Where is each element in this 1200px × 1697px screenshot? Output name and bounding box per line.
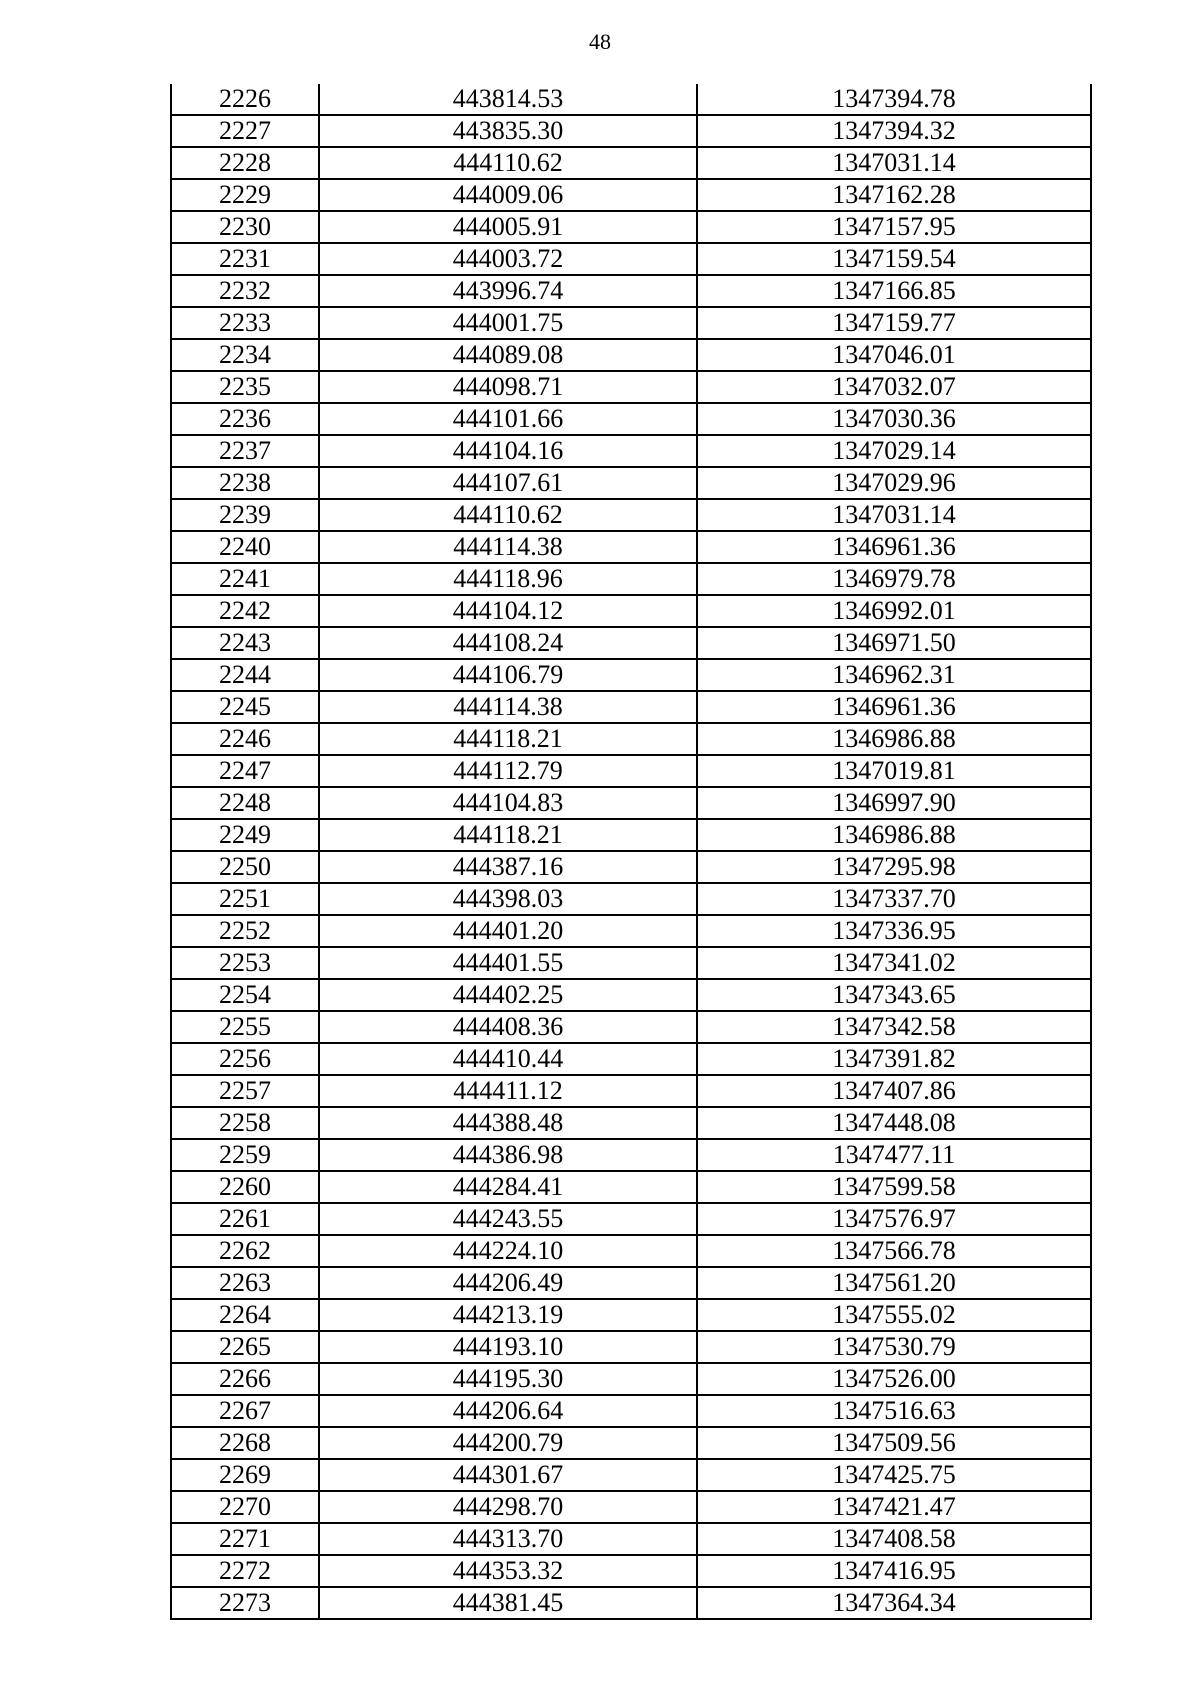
table-row [171, 1075, 1091, 1107]
table-row [171, 84, 1091, 115]
point-number-cell: 2245 [171, 691, 319, 723]
point-number-cell: 2250 [171, 851, 319, 883]
x-coordinate-cell: 444224.10 [319, 1235, 697, 1267]
x-coordinate-cell: 444118.21 [319, 819, 697, 851]
point-number-cell: 2240 [171, 531, 319, 563]
y-coordinate-cell: 1347029.96 [697, 467, 1091, 499]
point-number-cell: 2251 [171, 883, 319, 915]
y-coordinate-cell: 1347031.14 [697, 147, 1091, 179]
point-number-cell: 2246 [171, 723, 319, 755]
point-number-cell: 2230 [171, 211, 319, 243]
point-number-cell: 2262 [171, 1235, 319, 1267]
table-row [171, 723, 1091, 755]
point-number-cell: 2239 [171, 499, 319, 531]
table-row [171, 1171, 1091, 1203]
x-coordinate-cell: 444005.91 [319, 211, 697, 243]
y-coordinate-cell: 1346979.78 [697, 563, 1091, 595]
y-coordinate-cell: 1347509.56 [697, 1427, 1091, 1459]
x-coordinate-cell: 444098.71 [319, 371, 697, 403]
table-row [171, 1139, 1091, 1171]
x-coordinate-cell: 444301.67 [319, 1459, 697, 1491]
table-row [171, 787, 1091, 819]
table-row [171, 499, 1091, 531]
point-number-cell: 2270 [171, 1491, 319, 1523]
y-coordinate-cell: 1347162.28 [697, 179, 1091, 211]
y-coordinate-cell: 1347031.14 [697, 499, 1091, 531]
table-row [171, 211, 1091, 243]
table-row [171, 275, 1091, 307]
table-row [171, 531, 1091, 563]
y-coordinate-cell: 1346962.31 [697, 659, 1091, 691]
x-coordinate-cell: 444195.30 [319, 1363, 697, 1395]
point-number-cell: 2260 [171, 1171, 319, 1203]
table-row [171, 691, 1091, 723]
point-number-cell: 2226 [171, 84, 319, 115]
x-coordinate-cell: 444114.38 [319, 691, 697, 723]
x-coordinate-cell: 444410.44 [319, 1043, 697, 1075]
y-coordinate-cell: 1347530.79 [697, 1331, 1091, 1363]
x-coordinate-cell: 444206.49 [319, 1267, 697, 1299]
point-number-cell: 2249 [171, 819, 319, 851]
y-coordinate-cell: 1347394.78 [697, 84, 1091, 115]
x-coordinate-cell: 444104.12 [319, 595, 697, 627]
table-row [171, 1043, 1091, 1075]
y-coordinate-cell: 1347343.65 [697, 979, 1091, 1011]
x-coordinate-cell: 444401.20 [319, 915, 697, 947]
table-row [171, 1363, 1091, 1395]
x-coordinate-cell: 444206.64 [319, 1395, 697, 1427]
y-coordinate-cell: 1347555.02 [697, 1299, 1091, 1331]
y-coordinate-cell: 1347019.81 [697, 755, 1091, 787]
y-coordinate-cell: 1346997.90 [697, 787, 1091, 819]
x-coordinate-cell: 444381.45 [319, 1587, 697, 1619]
table-row [171, 979, 1091, 1011]
table-row [171, 947, 1091, 979]
x-coordinate-cell: 444108.24 [319, 627, 697, 659]
table-row [171, 1459, 1091, 1491]
table-row [171, 1491, 1091, 1523]
x-coordinate-cell: 444386.98 [319, 1139, 697, 1171]
point-number-cell: 2227 [171, 115, 319, 147]
y-coordinate-cell: 1347421.47 [697, 1491, 1091, 1523]
x-coordinate-cell: 444402.25 [319, 979, 697, 1011]
y-coordinate-cell: 1347408.58 [697, 1523, 1091, 1555]
y-coordinate-cell: 1346971.50 [697, 627, 1091, 659]
table-row [171, 1331, 1091, 1363]
y-coordinate-cell: 1347032.07 [697, 371, 1091, 403]
table-row [171, 243, 1091, 275]
y-coordinate-cell: 1347295.98 [697, 851, 1091, 883]
x-coordinate-cell: 444298.70 [319, 1491, 697, 1523]
table-row [171, 915, 1091, 947]
table-row [171, 1587, 1091, 1619]
y-coordinate-cell: 1346961.36 [697, 531, 1091, 563]
point-number-cell: 2241 [171, 563, 319, 595]
y-coordinate-cell: 1347448.08 [697, 1107, 1091, 1139]
x-coordinate-cell: 444104.83 [319, 787, 697, 819]
x-coordinate-cell: 444353.32 [319, 1555, 697, 1587]
point-number-cell: 2242 [171, 595, 319, 627]
table-row [171, 339, 1091, 371]
table-row [171, 659, 1091, 691]
x-coordinate-cell: 444284.41 [319, 1171, 697, 1203]
x-coordinate-cell: 444089.08 [319, 339, 697, 371]
y-coordinate-cell: 1346986.88 [697, 723, 1091, 755]
x-coordinate-cell: 444313.70 [319, 1523, 697, 1555]
table-row [171, 371, 1091, 403]
x-coordinate-cell: 444398.03 [319, 883, 697, 915]
y-coordinate-cell: 1347561.20 [697, 1267, 1091, 1299]
table-row [171, 147, 1091, 179]
table-row [171, 435, 1091, 467]
y-coordinate-cell: 1347337.70 [697, 883, 1091, 915]
point-number-cell: 2257 [171, 1075, 319, 1107]
table-row [171, 1107, 1091, 1139]
x-coordinate-cell: 444118.96 [319, 563, 697, 595]
table-row [171, 755, 1091, 787]
point-number-cell: 2266 [171, 1363, 319, 1395]
table-row [171, 851, 1091, 883]
table-row [171, 403, 1091, 435]
x-coordinate-cell: 443835.30 [319, 115, 697, 147]
x-coordinate-cell: 443814.53 [319, 84, 697, 115]
point-number-cell: 2237 [171, 435, 319, 467]
coordinates-table [170, 84, 1092, 1620]
y-coordinate-cell: 1347391.82 [697, 1043, 1091, 1075]
point-number-cell: 2254 [171, 979, 319, 1011]
point-number-cell: 2231 [171, 243, 319, 275]
x-coordinate-cell: 444104.16 [319, 435, 697, 467]
point-number-cell: 2267 [171, 1395, 319, 1427]
table-row [171, 1235, 1091, 1267]
coordinates-table-body [171, 84, 1091, 1619]
point-number-cell: 2253 [171, 947, 319, 979]
point-number-cell: 2255 [171, 1011, 319, 1043]
y-coordinate-cell: 1347046.01 [697, 339, 1091, 371]
x-coordinate-cell: 444401.55 [319, 947, 697, 979]
point-number-cell: 2258 [171, 1107, 319, 1139]
point-number-cell: 2235 [171, 371, 319, 403]
point-number-cell: 2268 [171, 1427, 319, 1459]
table-row [171, 115, 1091, 147]
point-number-cell: 2247 [171, 755, 319, 787]
table-row [171, 1555, 1091, 1587]
point-number-cell: 2243 [171, 627, 319, 659]
y-coordinate-cell: 1347030.36 [697, 403, 1091, 435]
point-number-cell: 2252 [171, 915, 319, 947]
table-row [171, 819, 1091, 851]
point-number-cell: 2256 [171, 1043, 319, 1075]
point-number-cell: 2248 [171, 787, 319, 819]
point-number-cell: 2232 [171, 275, 319, 307]
y-coordinate-cell: 1347599.58 [697, 1171, 1091, 1203]
point-number-cell: 2233 [171, 307, 319, 339]
point-number-cell: 2272 [171, 1555, 319, 1587]
table-row [171, 595, 1091, 627]
page-number: 48 [589, 29, 611, 54]
x-coordinate-cell: 444112.79 [319, 755, 697, 787]
y-coordinate-cell: 1347029.14 [697, 435, 1091, 467]
y-coordinate-cell: 1347477.11 [697, 1139, 1091, 1171]
table-row [171, 1203, 1091, 1235]
table-row [171, 179, 1091, 211]
x-coordinate-cell: 444387.16 [319, 851, 697, 883]
x-coordinate-cell: 444114.38 [319, 531, 697, 563]
table-row [171, 307, 1091, 339]
point-number-cell: 2244 [171, 659, 319, 691]
point-number-cell: 2236 [171, 403, 319, 435]
x-coordinate-cell: 444213.19 [319, 1299, 697, 1331]
point-number-cell: 2263 [171, 1267, 319, 1299]
x-coordinate-cell: 444003.72 [319, 243, 697, 275]
point-number-cell: 2264 [171, 1299, 319, 1331]
table-row [171, 467, 1091, 499]
y-coordinate-cell: 1346961.36 [697, 691, 1091, 723]
point-number-cell: 2228 [171, 147, 319, 179]
x-coordinate-cell: 444408.36 [319, 1011, 697, 1043]
y-coordinate-cell: 1347166.85 [697, 275, 1091, 307]
y-coordinate-cell: 1346992.01 [697, 595, 1091, 627]
point-number-cell: 2273 [171, 1587, 319, 1619]
table-row [171, 1267, 1091, 1299]
table-row [171, 883, 1091, 915]
point-number-cell: 2229 [171, 179, 319, 211]
x-coordinate-cell: 444411.12 [319, 1075, 697, 1107]
y-coordinate-cell: 1347516.63 [697, 1395, 1091, 1427]
y-coordinate-cell: 1347394.32 [697, 115, 1091, 147]
table-row [171, 1299, 1091, 1331]
y-coordinate-cell: 1347159.77 [697, 307, 1091, 339]
y-coordinate-cell: 1347342.58 [697, 1011, 1091, 1043]
x-coordinate-cell: 444107.61 [319, 467, 697, 499]
table-row [171, 1427, 1091, 1459]
y-coordinate-cell: 1347364.34 [697, 1587, 1091, 1619]
x-coordinate-cell: 444110.62 [319, 499, 697, 531]
y-coordinate-cell: 1347526.00 [697, 1363, 1091, 1395]
y-coordinate-cell: 1347416.95 [697, 1555, 1091, 1587]
point-number-cell: 2234 [171, 339, 319, 371]
y-coordinate-cell: 1347341.02 [697, 947, 1091, 979]
y-coordinate-cell: 1346986.88 [697, 819, 1091, 851]
table-row [171, 563, 1091, 595]
x-coordinate-cell: 443996.74 [319, 275, 697, 307]
x-coordinate-cell: 444118.21 [319, 723, 697, 755]
y-coordinate-cell: 1347159.54 [697, 243, 1091, 275]
x-coordinate-cell: 444001.75 [319, 307, 697, 339]
point-number-cell: 2238 [171, 467, 319, 499]
y-coordinate-cell: 1347425.75 [697, 1459, 1091, 1491]
x-coordinate-cell: 444101.66 [319, 403, 697, 435]
point-number-cell: 2269 [171, 1459, 319, 1491]
table-row [171, 627, 1091, 659]
x-coordinate-cell: 444009.06 [319, 179, 697, 211]
x-coordinate-cell: 444243.55 [319, 1203, 697, 1235]
table-row [171, 1011, 1091, 1043]
y-coordinate-cell: 1347407.86 [697, 1075, 1091, 1107]
table-row [171, 1523, 1091, 1555]
x-coordinate-cell: 444193.10 [319, 1331, 697, 1363]
point-number-cell: 2265 [171, 1331, 319, 1363]
y-coordinate-cell: 1347576.97 [697, 1203, 1091, 1235]
table-row [171, 1395, 1091, 1427]
x-coordinate-cell: 444200.79 [319, 1427, 697, 1459]
point-number-cell: 2261 [171, 1203, 319, 1235]
y-coordinate-cell: 1347566.78 [697, 1235, 1091, 1267]
point-number-cell: 2271 [171, 1523, 319, 1555]
x-coordinate-cell: 444110.62 [319, 147, 697, 179]
x-coordinate-cell: 444388.48 [319, 1107, 697, 1139]
x-coordinate-cell: 444106.79 [319, 659, 697, 691]
point-number-cell: 2259 [171, 1139, 319, 1171]
y-coordinate-cell: 1347336.95 [697, 915, 1091, 947]
y-coordinate-cell: 1347157.95 [697, 211, 1091, 243]
